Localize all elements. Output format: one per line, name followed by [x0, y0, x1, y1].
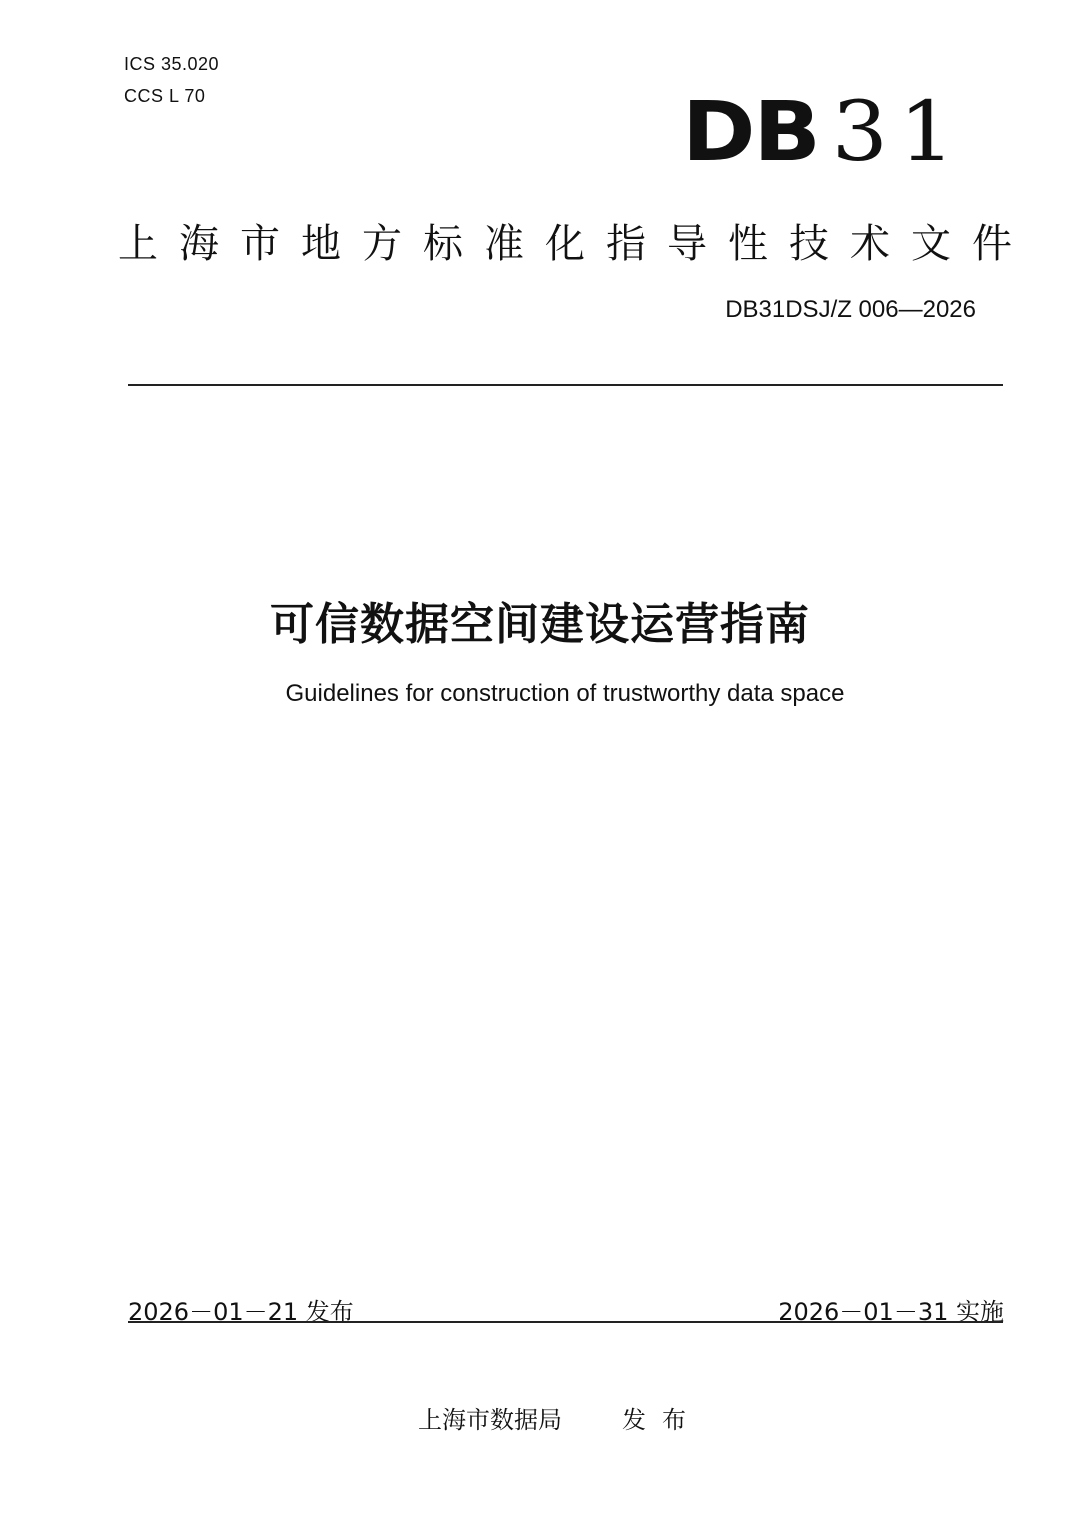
document-type: 上海市地方标准化指导性技术文件 — [118, 221, 1033, 267]
ccs-code: CCS L 70 — [124, 86, 206, 106]
issue-date: 2026－01－21 发布 — [128, 1298, 354, 1326]
issuing-authority: 上海市数据局 — [418, 1406, 562, 1434]
implementation-date: 2026－01－31 实施 — [778, 1298, 1004, 1326]
ics-code: ICS 35.020 — [124, 54, 220, 74]
bottom-divider — [128, 1321, 1003, 1323]
top-divider — [128, 384, 1003, 386]
title-chinese: 可信数据空间建设运营指南 — [270, 599, 810, 650]
logo-number: 31 — [831, 85, 966, 180]
document-number: DB31DSJ/Z 006—2026 — [725, 296, 976, 323]
db31-logo — [682, 85, 966, 180]
issuing-action: 发布 — [622, 1406, 702, 1434]
title-english: Guidelines for construction of trustworthy data space — [285, 680, 845, 707]
logo-letters: DB — [682, 85, 819, 180]
